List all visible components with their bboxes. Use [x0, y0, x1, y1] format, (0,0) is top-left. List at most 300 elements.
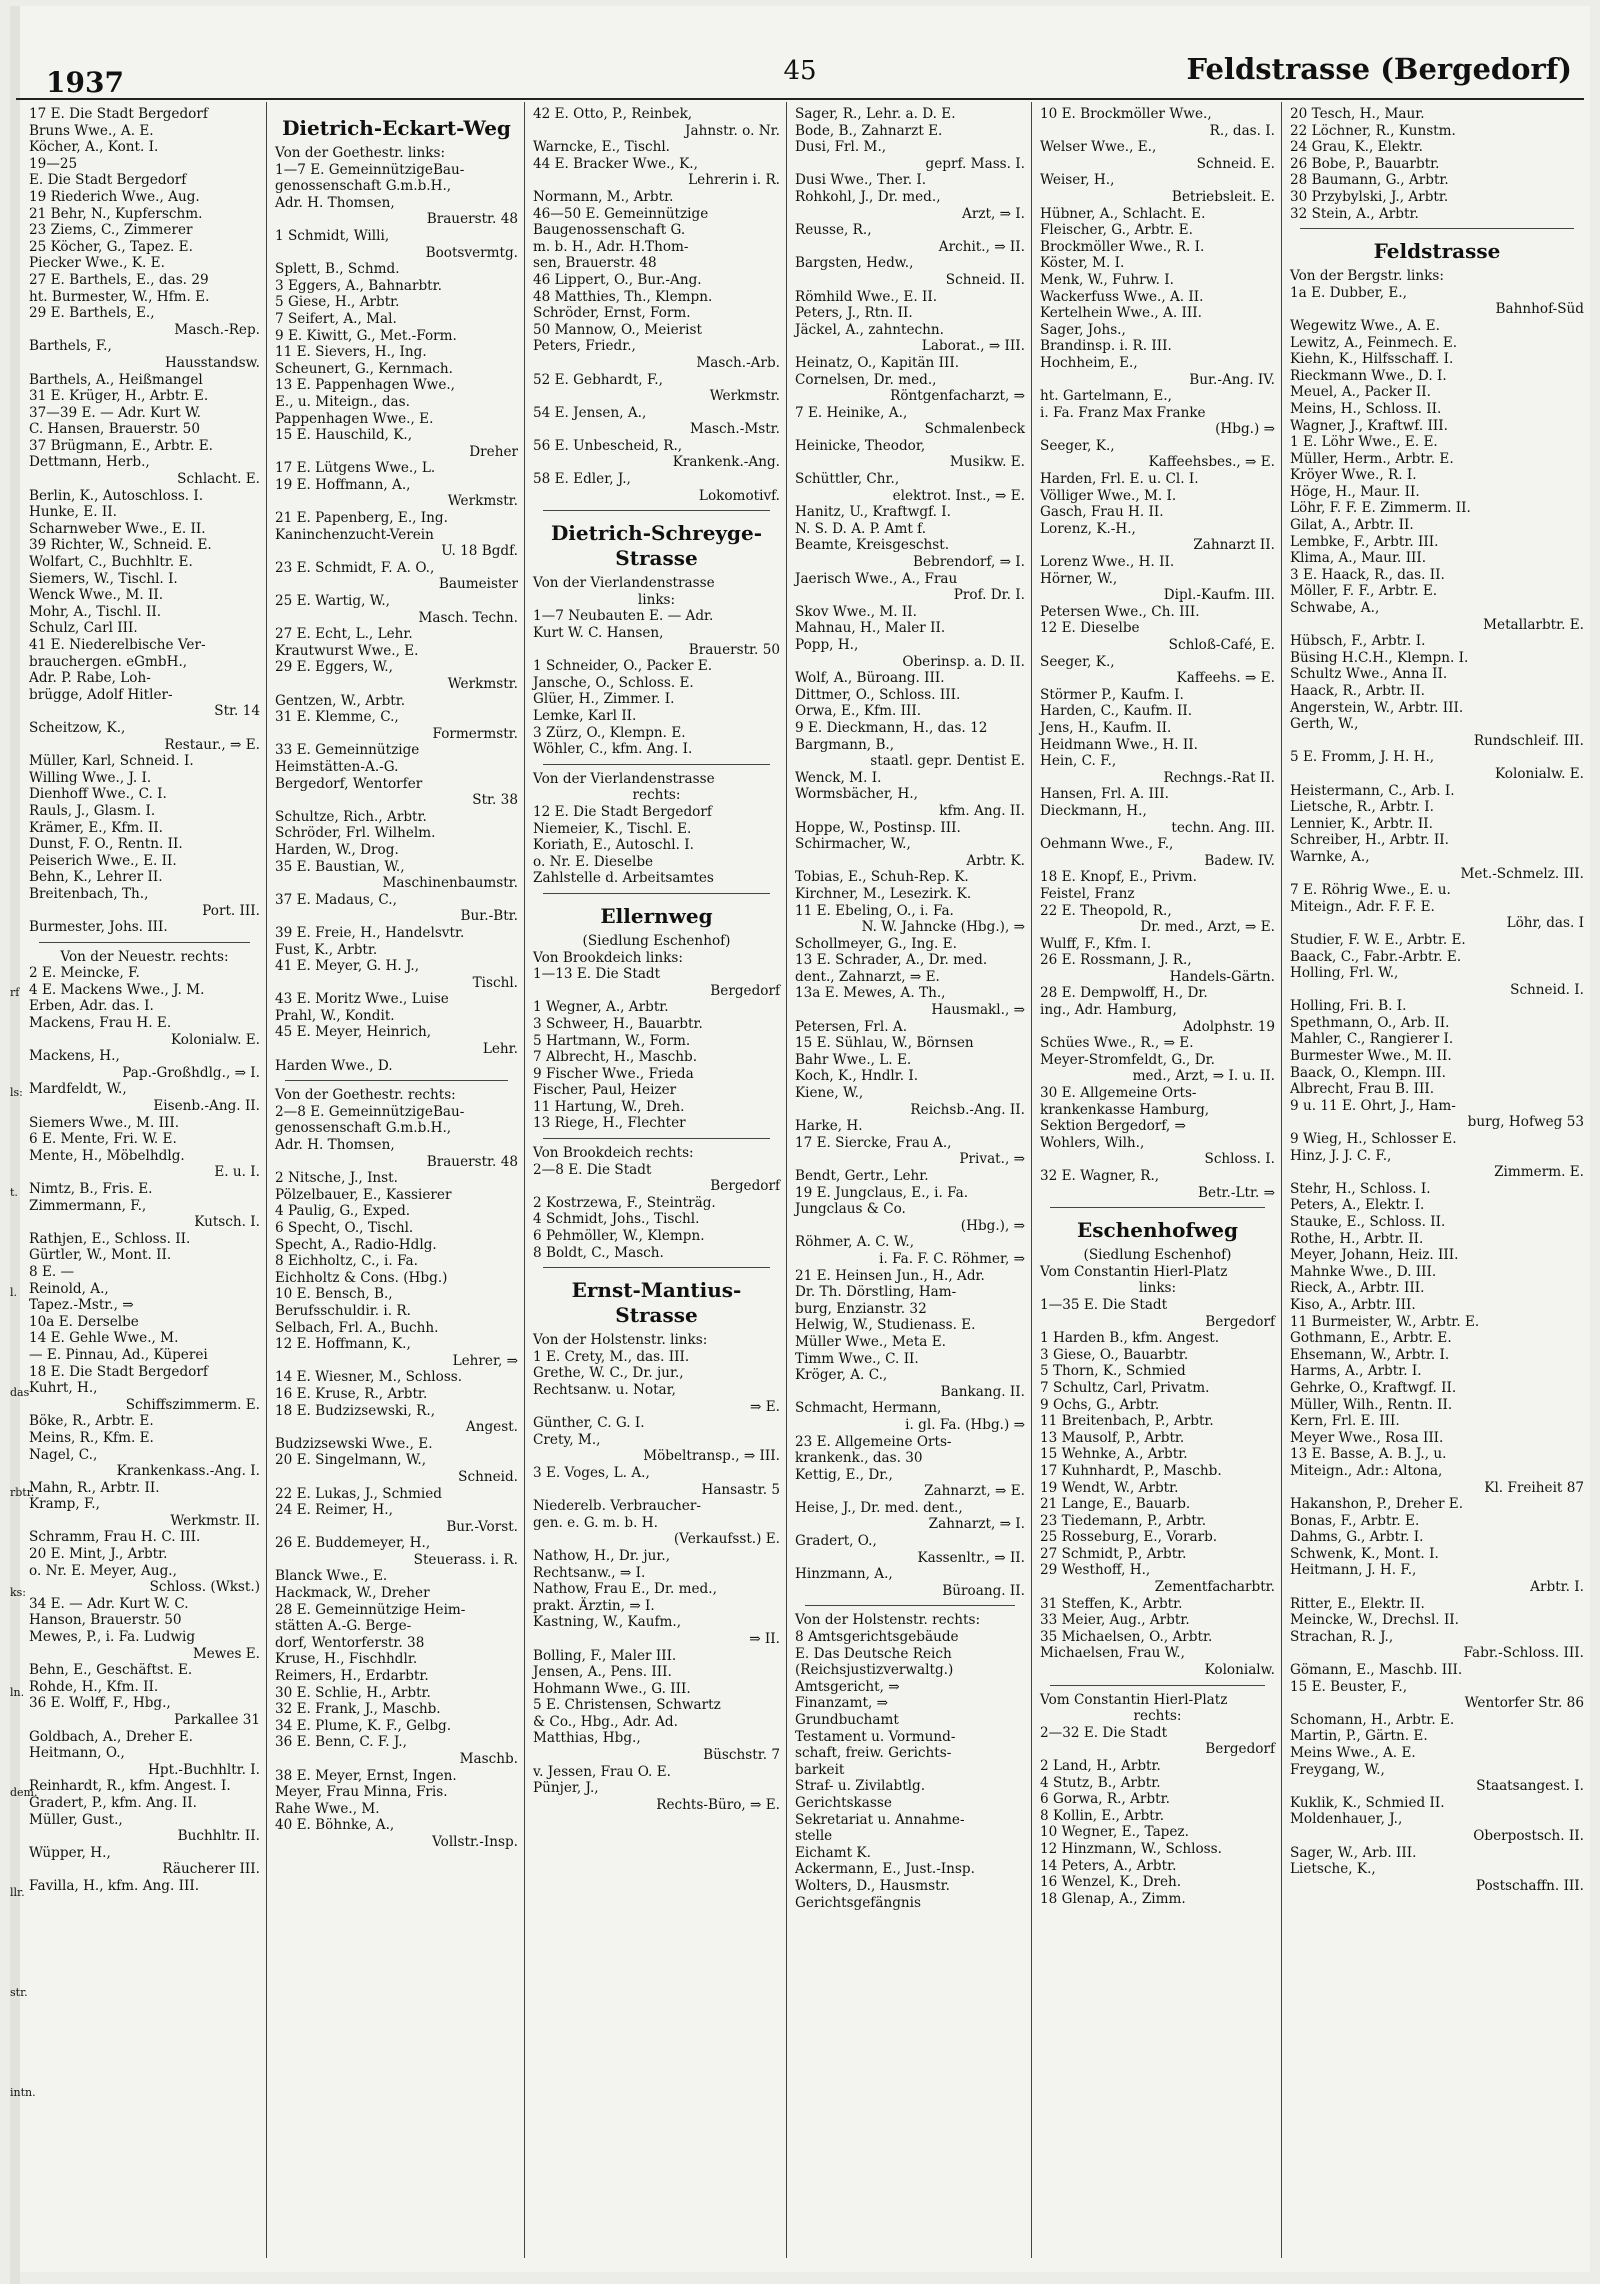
directory-entry: Müller, Herm., Arbtr. E.: [1290, 450, 1454, 467]
directory-entry: Büroang. II.: [942, 1582, 1025, 1599]
directory-entry: Böke, R., Arbtr. E.: [29, 1413, 154, 1430]
directory-entry: Harms, A., Arbtr. I.: [1290, 1363, 1422, 1380]
directory-entry: Bargmann, B.,: [795, 736, 895, 753]
directory-entry: Wolf, A., Büroang. III.: [795, 670, 945, 687]
directory-entry: Hackmack, W., Dreher: [275, 1585, 430, 1602]
directory-entry: 31 E. Klemme, C.,: [275, 709, 399, 726]
directory-entry: Oberinsp. a. D. II.: [902, 653, 1025, 670]
directory-entry: Orwa, E., Kfm. III.: [795, 703, 922, 720]
directory-entry: Menk, W., Fuhrw. I.: [1040, 271, 1174, 288]
directory-entry: 3 Schweer, H., Bauarbtr.: [533, 1015, 703, 1032]
directory-entry: 5 Hartmann, W., Form.: [533, 1032, 691, 1049]
directory-entry: Heitmann, O.,: [29, 1745, 125, 1762]
directory-entry: 8 E. —: [29, 1263, 75, 1280]
directory-entry: Kolonialw.: [1204, 1662, 1275, 1679]
directory-entry: Schramm, Frau H. C. III.: [29, 1529, 201, 1546]
directory-entry: 9 u. 11 E. Ohrt, J., Ham-: [1290, 1097, 1456, 1114]
directory-entry: Rothe, H., Arbtr. II.: [1290, 1230, 1424, 1247]
directory-entry: Seeger, K.,: [1040, 437, 1115, 454]
directory-entry: Wackerfuss Wwe., A. II.: [1040, 288, 1204, 305]
directory-entry: 7 Seifert, A., Mal.: [275, 310, 397, 327]
directory-entry: Klima, A., Maur. III.: [1290, 550, 1427, 567]
directory-entry: Lennier, K., Arbtr. II.: [1290, 815, 1433, 832]
directory-entry: Port. III.: [202, 902, 260, 919]
directory-entry: Warncke, E., Tischl.: [533, 139, 670, 156]
directory-entry: Gothmann, E., Arbtr. E.: [1290, 1330, 1452, 1347]
directory-entry: 58 E. Edler, J.,: [533, 471, 631, 488]
directory-entry: 24 Grau, K., Elektr.: [1290, 139, 1423, 156]
directory-entry: Krämer, E., Kfm. II.: [29, 819, 164, 836]
directory-entry: Lewitz, A., Feinmech. E.: [1290, 334, 1458, 351]
directory-entry: brauchergen. eGmbH.,: [29, 653, 188, 670]
directory-entry: Moldenhauer, J.,: [1290, 1811, 1403, 1828]
directory-entry: Brandinsp. i. R. III.: [1040, 338, 1172, 355]
directory-entry: Zahnarzt II.: [1193, 537, 1275, 554]
directory-entry: Bootsvermtg.: [425, 244, 518, 261]
directory-entry: Wegewitz Wwe., A. E.: [1290, 317, 1440, 334]
directory-entry: Von Brookdeich links:: [533, 949, 683, 966]
directory-entry: 21 E. Papenberg, E., Ing.: [275, 510, 448, 527]
directory-entry: (Siedlung Eschenhof): [582, 932, 731, 949]
directory-entry: Burmester Wwe., M. II.: [1290, 1048, 1452, 1065]
directory-entry: Eichamt K.: [795, 1844, 871, 1861]
directory-entry: Meuel, A., Packer II.: [1290, 384, 1431, 401]
directory-entry: i. gl. Fa. (Hbg.) ⇒: [905, 1416, 1025, 1433]
directory-entry: Ritter, E., Elektr. II.: [1290, 1595, 1425, 1612]
directory-entry: 19 E. Jungclaus, E., i. Fa.: [795, 1184, 969, 1201]
directory-entry: Helwig, W., Studienass. E.: [795, 1317, 976, 1334]
directory-entry: Schmacht, Hermann,: [795, 1400, 942, 1417]
directory-entry: Schneid. II.: [945, 271, 1025, 288]
directory-entry: Zahnarzt, ⇒ E.: [924, 1483, 1025, 1500]
directory-entry: (Siedlung Eschenhof): [1083, 1247, 1232, 1264]
directory-entry: 12 E. Die Stadt Bergedorf: [533, 803, 712, 820]
directory-entry: Bargsten, Hedw.,: [795, 255, 914, 272]
directory-entry: E. u. I.: [214, 1164, 260, 1181]
directory-entry: Von der Bergstr. links:: [1290, 268, 1444, 285]
directory-entry: Schües Wwe., R., ⇒ E.: [1040, 1035, 1194, 1052]
directory-entry: Siemers Wwe., M. III.: [29, 1114, 180, 1131]
directory-entry: Sekretariat u. Annahme-: [795, 1811, 965, 1828]
directory-entry: Von der Neuestr. rechts:: [60, 948, 229, 965]
directory-entry: Willing Wwe., J. I.: [29, 769, 152, 786]
directory-entry: Schultz Wwe., Anna II.: [1290, 666, 1448, 683]
directory-entry: Meyer, Johann, Heiz. III.: [1290, 1247, 1459, 1264]
directory-entry: 31 E. Krüger, H., Arbtr. E.: [29, 388, 209, 405]
directory-entry: Kruse, H., Fischhdlr.: [275, 1651, 418, 1668]
directory-entry: Met.-Schmelz. III.: [1460, 865, 1584, 882]
directory-entry: Schmalenbeck: [924, 421, 1025, 438]
directory-entry: 45 E. Meyer, Heinrich,: [275, 1024, 432, 1041]
directory-entry: Mackens, H.,: [29, 1048, 120, 1065]
directory-entry: Schneid. E.: [1196, 155, 1275, 172]
directory-entry: Gilat, A., Arbtr. II.: [1290, 517, 1414, 534]
directory-entry: 23 E. Schmidt, F. A. O.,: [275, 559, 435, 576]
directory-entry: Budzizsewski Wwe., E.: [275, 1435, 433, 1452]
directory-entry: Oehmann Wwe., F.,: [1040, 836, 1174, 853]
street-heading: Feldstrasse: [1373, 239, 1501, 264]
directory-entry: Bahnhof-Süd: [1495, 301, 1584, 318]
directory-entry: 7 E. Heinike, A.,: [795, 404, 908, 421]
directory-entry: links:: [637, 591, 676, 608]
directory-entry: 17 E. Lütgens Wwe., L.: [275, 460, 436, 477]
directory-entry: Mahnke Wwe., D. III.: [1290, 1263, 1437, 1280]
directory-entry: Gehrke, O., Kraftwgf. II.: [1290, 1379, 1457, 1396]
directory-entry: Timm Wwe., C. II.: [795, 1350, 919, 1367]
directory-entry: Zementfacharbtr.: [1154, 1579, 1275, 1596]
directory-entry: Restaur., ⇒ E.: [164, 736, 260, 753]
directory-entry: Rechts-Büro, ⇒ E.: [656, 1796, 780, 1813]
directory-entry: Räucherer III.: [162, 1861, 260, 1878]
directory-entry: Kiehn, K., Hilfsschaff. I.: [1290, 351, 1454, 368]
directory-entry: Maschb.: [459, 1751, 518, 1767]
directory-entry: 18 Glenap, A., Zimm.: [1040, 1890, 1186, 1907]
directory-entry: Kuklik, K., Schmied II.: [1290, 1794, 1445, 1811]
directory-entry: 33 Meier, Aug., Arbtr.: [1040, 1612, 1190, 1629]
directory-page: [10, 6, 1590, 2272]
directory-entry: Lemke, Karl II.: [533, 708, 637, 724]
directory-entry: Glüer, H., Zimmer. I.: [533, 691, 675, 708]
directory-entry: i. Fa. Franz Max Franke: [1040, 404, 1206, 421]
directory-entry: Bankang. II.: [940, 1383, 1025, 1400]
directory-entry: Jansche, O., Schloss. E.: [533, 674, 694, 691]
directory-entry: Hunke, E. II.: [29, 504, 117, 521]
directory-entry: Burmester, Johs. III.: [29, 919, 168, 936]
directory-entry: 3 E. Haack, R., das. II.: [1290, 566, 1445, 583]
directory-entry: 23 Ziems, C., Zimmerer: [29, 222, 193, 239]
directory-entry: staatl. gepr. Dentist E.: [870, 753, 1025, 770]
directory-entry: Berlin, K., Autoschloss. I.: [29, 487, 204, 504]
directory-entry: 29 E. Eggers, W.,: [275, 659, 393, 676]
directory-entry: Spethmann, O., Arb. II.: [1290, 1014, 1450, 1031]
directory-entry: 26 E. Rossmann, J. R.,: [1040, 952, 1192, 969]
directory-entry: Nagel, C.,: [29, 1446, 98, 1463]
directory-entry: Reichsb.-Ang. II.: [910, 1101, 1025, 1118]
directory-entry: Brockmöller Wwe., R. I.: [1040, 238, 1205, 255]
directory-entry: Mente, H., Möbelhdlg.: [29, 1147, 185, 1164]
directory-entry: Prahl, W., Kondit.: [275, 1007, 395, 1024]
directory-entry: Wolters, D., Hausmstr.: [795, 1877, 950, 1894]
section-divider: [1300, 228, 1574, 229]
directory-entry: Adolphstr. 19: [1183, 1018, 1275, 1035]
directory-entry: elektrot. Inst., ⇒ E.: [892, 487, 1025, 504]
directory-entry: Jungclaus & Co.: [795, 1201, 906, 1218]
directory-entry: Meins, H., Schloss. II.: [1290, 400, 1442, 417]
directory-entry: Prof. Dr. I.: [953, 587, 1025, 604]
directory-entry: Straf- u. Zivilabtlg.: [795, 1778, 926, 1795]
directory-entry: 9 Fischer Wwe., Frieda: [533, 1065, 694, 1082]
directory-entry: Bendt, Gertr., Lehr.: [795, 1168, 929, 1184]
column-3: [524, 102, 786, 2258]
directory-entry: krankenk., das. 30: [795, 1450, 923, 1467]
directory-entry: Baumeister: [438, 576, 518, 593]
directory-entry: ht. Gartelmann, E.,: [1040, 388, 1172, 405]
directory-entry: Wohlers, Wilh.,: [1040, 1134, 1145, 1151]
directory-entry: Freygang, W.,: [1290, 1761, 1385, 1778]
directory-entry: 1—13 E. Die Stadt: [533, 966, 661, 983]
directory-entry: Dipl.-Kaufm. III.: [1163, 587, 1275, 604]
directory-entry: 14 E. Gehle Wwe., M.: [29, 1330, 179, 1347]
directory-entry: 2 Kostrzewa, F., Steinträg.: [533, 1194, 716, 1211]
directory-entry: Kiso, A., Arbtr. III.: [1290, 1296, 1416, 1313]
directory-entry: Berufsschuldir. i. R.: [275, 1302, 411, 1319]
directory-entry: Reusse, R.,: [795, 222, 872, 239]
directory-entry: Kolonialw. E.: [1495, 765, 1584, 782]
directory-entry: 36 E. Wolff, F., Hbg.,: [29, 1695, 171, 1712]
directory-entry: Str. 38: [472, 792, 518, 809]
edge-fragment: str.: [10, 1986, 28, 1999]
directory-entry: Petersen, Frl. A.: [795, 1018, 908, 1035]
directory-entry: Bode, B., Zahnarzt E.: [795, 122, 943, 139]
directory-entry: 21 E. Heinsen Jun., H., Adr.: [795, 1267, 985, 1284]
directory-entry: 1—35 E. Die Stadt: [1040, 1296, 1168, 1313]
directory-entry: 29 E. Barthels, E.,: [29, 305, 155, 322]
directory-entry: Dettmann, Herb.,: [29, 454, 150, 471]
directory-entry: U. 18 Bgdf.: [441, 543, 518, 560]
directory-entry: Parkallee 31: [174, 1712, 260, 1728]
directory-entry: Bahr Wwe., L. E.: [795, 1051, 912, 1068]
directory-entry: Angerstein, W., Arbtr. III.: [1290, 699, 1464, 716]
directory-entry: Buchhltr. II.: [177, 1828, 260, 1845]
directory-entry: 41 E. Meyer, G. H. J.,: [275, 958, 420, 975]
directory-entry: 19—25: [29, 155, 78, 172]
street-heading: Dietrich-Schreyge-Strasse: [550, 521, 763, 571]
directory-entry: Werkmstr.: [447, 493, 518, 510]
directory-entry: 26 Bobe, P., Bauarbtr.: [1290, 155, 1440, 172]
directory-entry: 23 Tiedemann, P., Arbtr.: [1040, 1512, 1207, 1529]
directory-entry: Heitmann, J. H. F.,: [1290, 1562, 1417, 1579]
directory-entry: Hinz, J. J. C. F.,: [1290, 1147, 1392, 1164]
directory-entry: Lietsche, K.,: [1290, 1861, 1376, 1878]
directory-entry: Hansastr. 5: [701, 1481, 780, 1498]
directory-entry: Röntgenfacharzt, ⇒: [890, 388, 1025, 405]
directory-entry: Kurt W. C. Hansen,: [533, 625, 664, 642]
directory-entry: Höge, H., Maur. II.: [1290, 483, 1420, 500]
directory-entry: 22 Löchner, R., Kunstm.: [1290, 122, 1456, 139]
directory-entry: m. b. H., Adr. H.Thom-: [533, 238, 689, 255]
directory-entry: Masch.-Mstr.: [690, 421, 780, 438]
directory-entry: Nathow, H., Dr. jur.,: [533, 1547, 671, 1564]
directory-entry: (Verkaufsst.) E.: [673, 1531, 780, 1548]
directory-entry: Hohmann Wwe., G. III.: [533, 1680, 691, 1697]
directory-entry: Gerichtskasse: [795, 1794, 892, 1811]
directory-entry: Dusi Wwe., Ther. I.: [795, 172, 927, 189]
directory-entry: Maschinenbaumstr.: [382, 875, 518, 892]
directory-entry: Wöhler, C., kfm. Ang. I.: [533, 741, 693, 758]
directory-entry: Wagner, J., Kraftwf. III.: [1290, 417, 1448, 434]
directory-entry: brügge, Adolf Hitler-: [29, 686, 173, 703]
directory-entry: Cornelsen, Dr. med.,: [795, 371, 937, 388]
column-2: [266, 102, 524, 2258]
directory-entry: Vollstr.-Insp.: [432, 1833, 518, 1850]
directory-entry: 5 Thorn, K., Schmied: [1040, 1363, 1186, 1380]
directory-entry: 52 E. Gebhardt, F.,: [533, 371, 663, 388]
directory-entry: 2 E. Meincke, F.: [29, 965, 140, 982]
directory-entry: Petersen Wwe., Ch. III.: [1040, 603, 1200, 620]
directory-entry: 1a E. Dubber, E.,: [1290, 284, 1407, 301]
directory-entry: Schomann, H., Arbtr. E.: [1290, 1711, 1455, 1728]
directory-entry: Hanitz, U., Kraftwgf. I.: [795, 504, 951, 521]
directory-entry: 9 Wieg, H., Schlosser E.: [1290, 1131, 1457, 1148]
directory-entry: 46—50 E. Gemeinnützige: [533, 205, 709, 222]
directory-entry: Bruns Wwe., A. E.: [29, 122, 154, 139]
directory-entry: stätten A.-G. Berge-: [275, 1618, 412, 1635]
directory-entry: Heinatz, O., Kapitän III.: [795, 354, 960, 371]
directory-entry: 4 Stutz, B., Arbtr.: [1040, 1774, 1161, 1791]
directory-entry: Schüttler, Chr.,: [795, 471, 900, 488]
directory-entry: Von der Holstenstr. links:: [533, 1332, 708, 1349]
directory-entry: Werkmstr.: [709, 388, 780, 405]
directory-entry: Steuerass. i. R.: [413, 1551, 518, 1568]
directory-entry: 10a E. Derselbe: [29, 1313, 139, 1330]
directory-entry: E. Das Deutsche Reich: [795, 1645, 952, 1662]
directory-entry: 5 E. Fromm, J. H. H.,: [1290, 749, 1435, 766]
directory-entry: R., das. I.: [1209, 122, 1275, 139]
directory-entry: Peiserich Wwe., E. II.: [29, 852, 177, 869]
directory-entry: Harden, W., Drog.: [275, 841, 399, 858]
directory-entry: 15 E. Sühlau, W., Börnsen: [795, 1035, 974, 1052]
directory-entry: Mohr, A., Tischl. II.: [29, 603, 162, 620]
directory-entry: Tapez.-Mstr., ⇒: [29, 1297, 134, 1314]
directory-entry: Rechtsanw., ⇒ I.: [533, 1564, 646, 1581]
section-divider: [1050, 1685, 1265, 1686]
directory-entry: Von der Goethestr. links:: [275, 145, 446, 161]
directory-entry: Kaffeehs. ⇒ E.: [1176, 670, 1275, 687]
directory-entry: 1 E. Crety, M., das. III.: [533, 1348, 690, 1365]
directory-entry: (Hbg.) ⇒: [1215, 421, 1275, 438]
directory-entry: C. Hansen, Brauerstr. 50: [29, 421, 200, 438]
directory-entry: Rathjen, E., Schloss. II.: [29, 1230, 191, 1247]
directory-entry: Löhr, F. F. E. Zimmerm. II.: [1290, 500, 1471, 517]
directory-entry: Meins Wwe., A. E.: [1290, 1745, 1416, 1761]
directory-entry: Möller, F. F., Arbtr. E.: [1290, 583, 1438, 600]
directory-entry: Hochheim, E.,: [1040, 354, 1138, 371]
directory-entry: Meyer Wwe., Rosa III.: [1290, 1429, 1444, 1446]
directory-entry: 28 E. Dempwolff, H., Dr.: [1040, 985, 1208, 1002]
directory-entry: 43 E. Moritz Wwe., Luise: [275, 991, 449, 1008]
directory-entry: 28 Baumann, G., Arbtr.: [1290, 172, 1449, 189]
directory-entry: Handels-Gärtn.: [1169, 968, 1275, 985]
directory-entry: 25 Rosseburg, E., Vorarb.: [1040, 1529, 1218, 1546]
directory-entry: Zahlstelle d. Arbeitsamtes: [533, 870, 714, 887]
directory-entry: Laborat., ⇒ III.: [921, 338, 1025, 355]
directory-entry: 2 Land, H., Arbtr.: [1040, 1758, 1161, 1774]
directory-entry: v. Jessen, Frau O. E.: [533, 1763, 671, 1780]
directory-entry: Kertelhein Wwe., A. III.: [1040, 305, 1202, 322]
directory-entry: 1 Schmidt, Willi,: [275, 227, 390, 244]
directory-entry: 25 E. Wartig, W.,: [275, 593, 390, 610]
directory-entry: Krautwurst Wwe., E.: [275, 642, 419, 659]
directory-entry: Römhild Wwe., E. II.: [795, 288, 938, 305]
directory-entry: stelle: [795, 1828, 833, 1845]
directory-entry: Hinzmann, A.,: [795, 1566, 893, 1583]
directory-entry: Rechngs.-Rat II.: [1163, 769, 1275, 786]
directory-entry: Heise, J., Dr. med. dent.,: [795, 1499, 963, 1516]
directory-entry: Schultze, Rich., Arbtr.: [275, 808, 427, 825]
directory-entry: 11 Breitenbach, P., Arbtr.: [1040, 1413, 1214, 1430]
directory-entry: Müller Wwe., Meta E.: [795, 1333, 946, 1350]
directory-entry: 10 E. Brockmöller Wwe.,: [1040, 106, 1212, 122]
directory-entry: Fust, K., Arbtr.: [275, 941, 378, 958]
directory-entry: Meins, R., Kfm. E.: [29, 1429, 154, 1446]
directory-entry: 18 E. Die Stadt Bergedorf: [29, 1363, 208, 1380]
directory-entry: Vom Constantin Hierl-Platz: [1040, 1691, 1228, 1708]
section-divider: [285, 1080, 508, 1081]
directory-entry: E., u. Miteign., das.: [275, 393, 410, 410]
directory-entry: 4 Schmidt, Johs., Tischl.: [533, 1211, 700, 1228]
directory-entry: 11 Hartung, W., Dreh.: [533, 1098, 685, 1115]
directory-entry: Von der Goethestr. rechts:: [275, 1087, 456, 1104]
directory-entry: Grethe, W. C., Dr. jur.,: [533, 1365, 684, 1382]
directory-entry: Krankenk.-Ang.: [672, 454, 780, 471]
directory-entry: (Hbg.), ⇒: [960, 1217, 1025, 1234]
directory-entry: Gentzen, W., Arbtr.: [275, 692, 406, 709]
directory-entry: Bonas, F., Arbtr. E.: [1290, 1512, 1420, 1529]
directory-entry: 4 E. Mackens Wwe., J. M.: [29, 981, 205, 998]
directory-entry: Koriath, E., Autoschl. I.: [533, 837, 694, 854]
directory-entry: Schiffszimmerm. E.: [125, 1396, 260, 1413]
directory-entry: Gasch, Frau H. II.: [1040, 504, 1164, 521]
directory-entry: 34 E. — Adr. Kurt W. C.: [29, 1595, 189, 1612]
directory-entry: Jaerisch Wwe., A., Frau: [795, 570, 958, 587]
directory-entry: Reinold, A.,: [29, 1280, 109, 1297]
directory-entry: 29 Westhoff, H.,: [1040, 1562, 1151, 1579]
directory-entry: Dittmer, O., Schloss. III.: [795, 686, 961, 703]
directory-entry: 1—7 E. GemeinnützigeBau-: [275, 161, 465, 178]
directory-entry: Musikw. E.: [949, 454, 1025, 471]
directory-entry: 39 Richter, W., Schneid. E.: [29, 537, 212, 554]
directory-entry: Pölzelbauer, E., Kassierer: [275, 1186, 452, 1203]
directory-entry: Brauerstr. 48: [426, 211, 518, 228]
directory-entry: Baugenossenschaft G.: [533, 222, 686, 239]
directory-entry: & Co., Hbg., Adr. Ad.: [533, 1713, 678, 1730]
directory-entry: Rohkohl, J., Dr. med.,: [795, 188, 941, 205]
directory-entry: Müller, Wilh., Rentn. II.: [1290, 1396, 1453, 1413]
directory-entry: 14 Peters, A., Arbtr.: [1040, 1857, 1177, 1874]
directory-entry: Hoppe, W., Postinsp. III.: [795, 819, 961, 836]
directory-entry: Blanck Wwe., E.: [275, 1568, 388, 1585]
directory-entry: 22 E. Theopold, R.,: [1040, 902, 1172, 919]
directory-entry: Koch, K., Hndlr. I.: [795, 1068, 919, 1085]
directory-entry: 16 E. Kruse, R., Arbtr.: [275, 1385, 428, 1402]
directory-entry: Rauls, J., Glasm. I.: [29, 802, 156, 819]
directory-entry: 19 E. Hoffmann, A.,: [275, 476, 411, 493]
directory-entry: Jensen, A., Pens. III.: [533, 1664, 672, 1681]
directory-entry: Mardfeldt, W.,: [29, 1081, 127, 1098]
directory-entry: 1 E. Löhr Wwe., E. E.: [1290, 434, 1438, 451]
directory-entry: Arzt, ⇒ I.: [962, 205, 1025, 222]
directory-entry: 13 Mausolf, P., Arbtr.: [1040, 1429, 1185, 1446]
directory-entry: Wormsbächer, H.,: [795, 786, 918, 803]
directory-entry: 50 Mannow, O., Meierist: [533, 321, 702, 338]
directory-entry: 17 Kuhnhardt, P., Maschb.: [1040, 1462, 1222, 1479]
directory-entry: Formermstr.: [432, 725, 518, 742]
directory-entry: Mahn, R., Arbtr. II.: [29, 1479, 160, 1496]
directory-entry: 1—7 Neubauten E. — Adr.: [533, 608, 714, 625]
directory-entry: Schneid. I.: [1510, 981, 1584, 998]
directory-entry: Schollmeyer, G., Ing. E.: [795, 935, 957, 952]
directory-entry: 30 E. Allgemeine Orts-: [1040, 1085, 1197, 1102]
directory-entry: Holling, Fri. B. I.: [1290, 998, 1407, 1015]
directory-entry: 4 Paulig, G., Exped.: [275, 1203, 411, 1220]
street-heading: Dietrich-Eckart-Weg: [282, 116, 511, 140]
directory-entry: Möbeltransp., ⇒ III.: [643, 1448, 780, 1465]
directory-entry: 32 E. Wagner, R.,: [1040, 1168, 1160, 1184]
directory-entry: schaft, freiw. Gerichts-: [795, 1745, 952, 1762]
directory-entry: Kaffeehsbes., ⇒ E.: [1148, 454, 1275, 471]
directory-entry: 6 E. Mente, Fri. W. E.: [29, 1131, 177, 1148]
directory-entry: geprf. Mass. I.: [925, 155, 1025, 172]
